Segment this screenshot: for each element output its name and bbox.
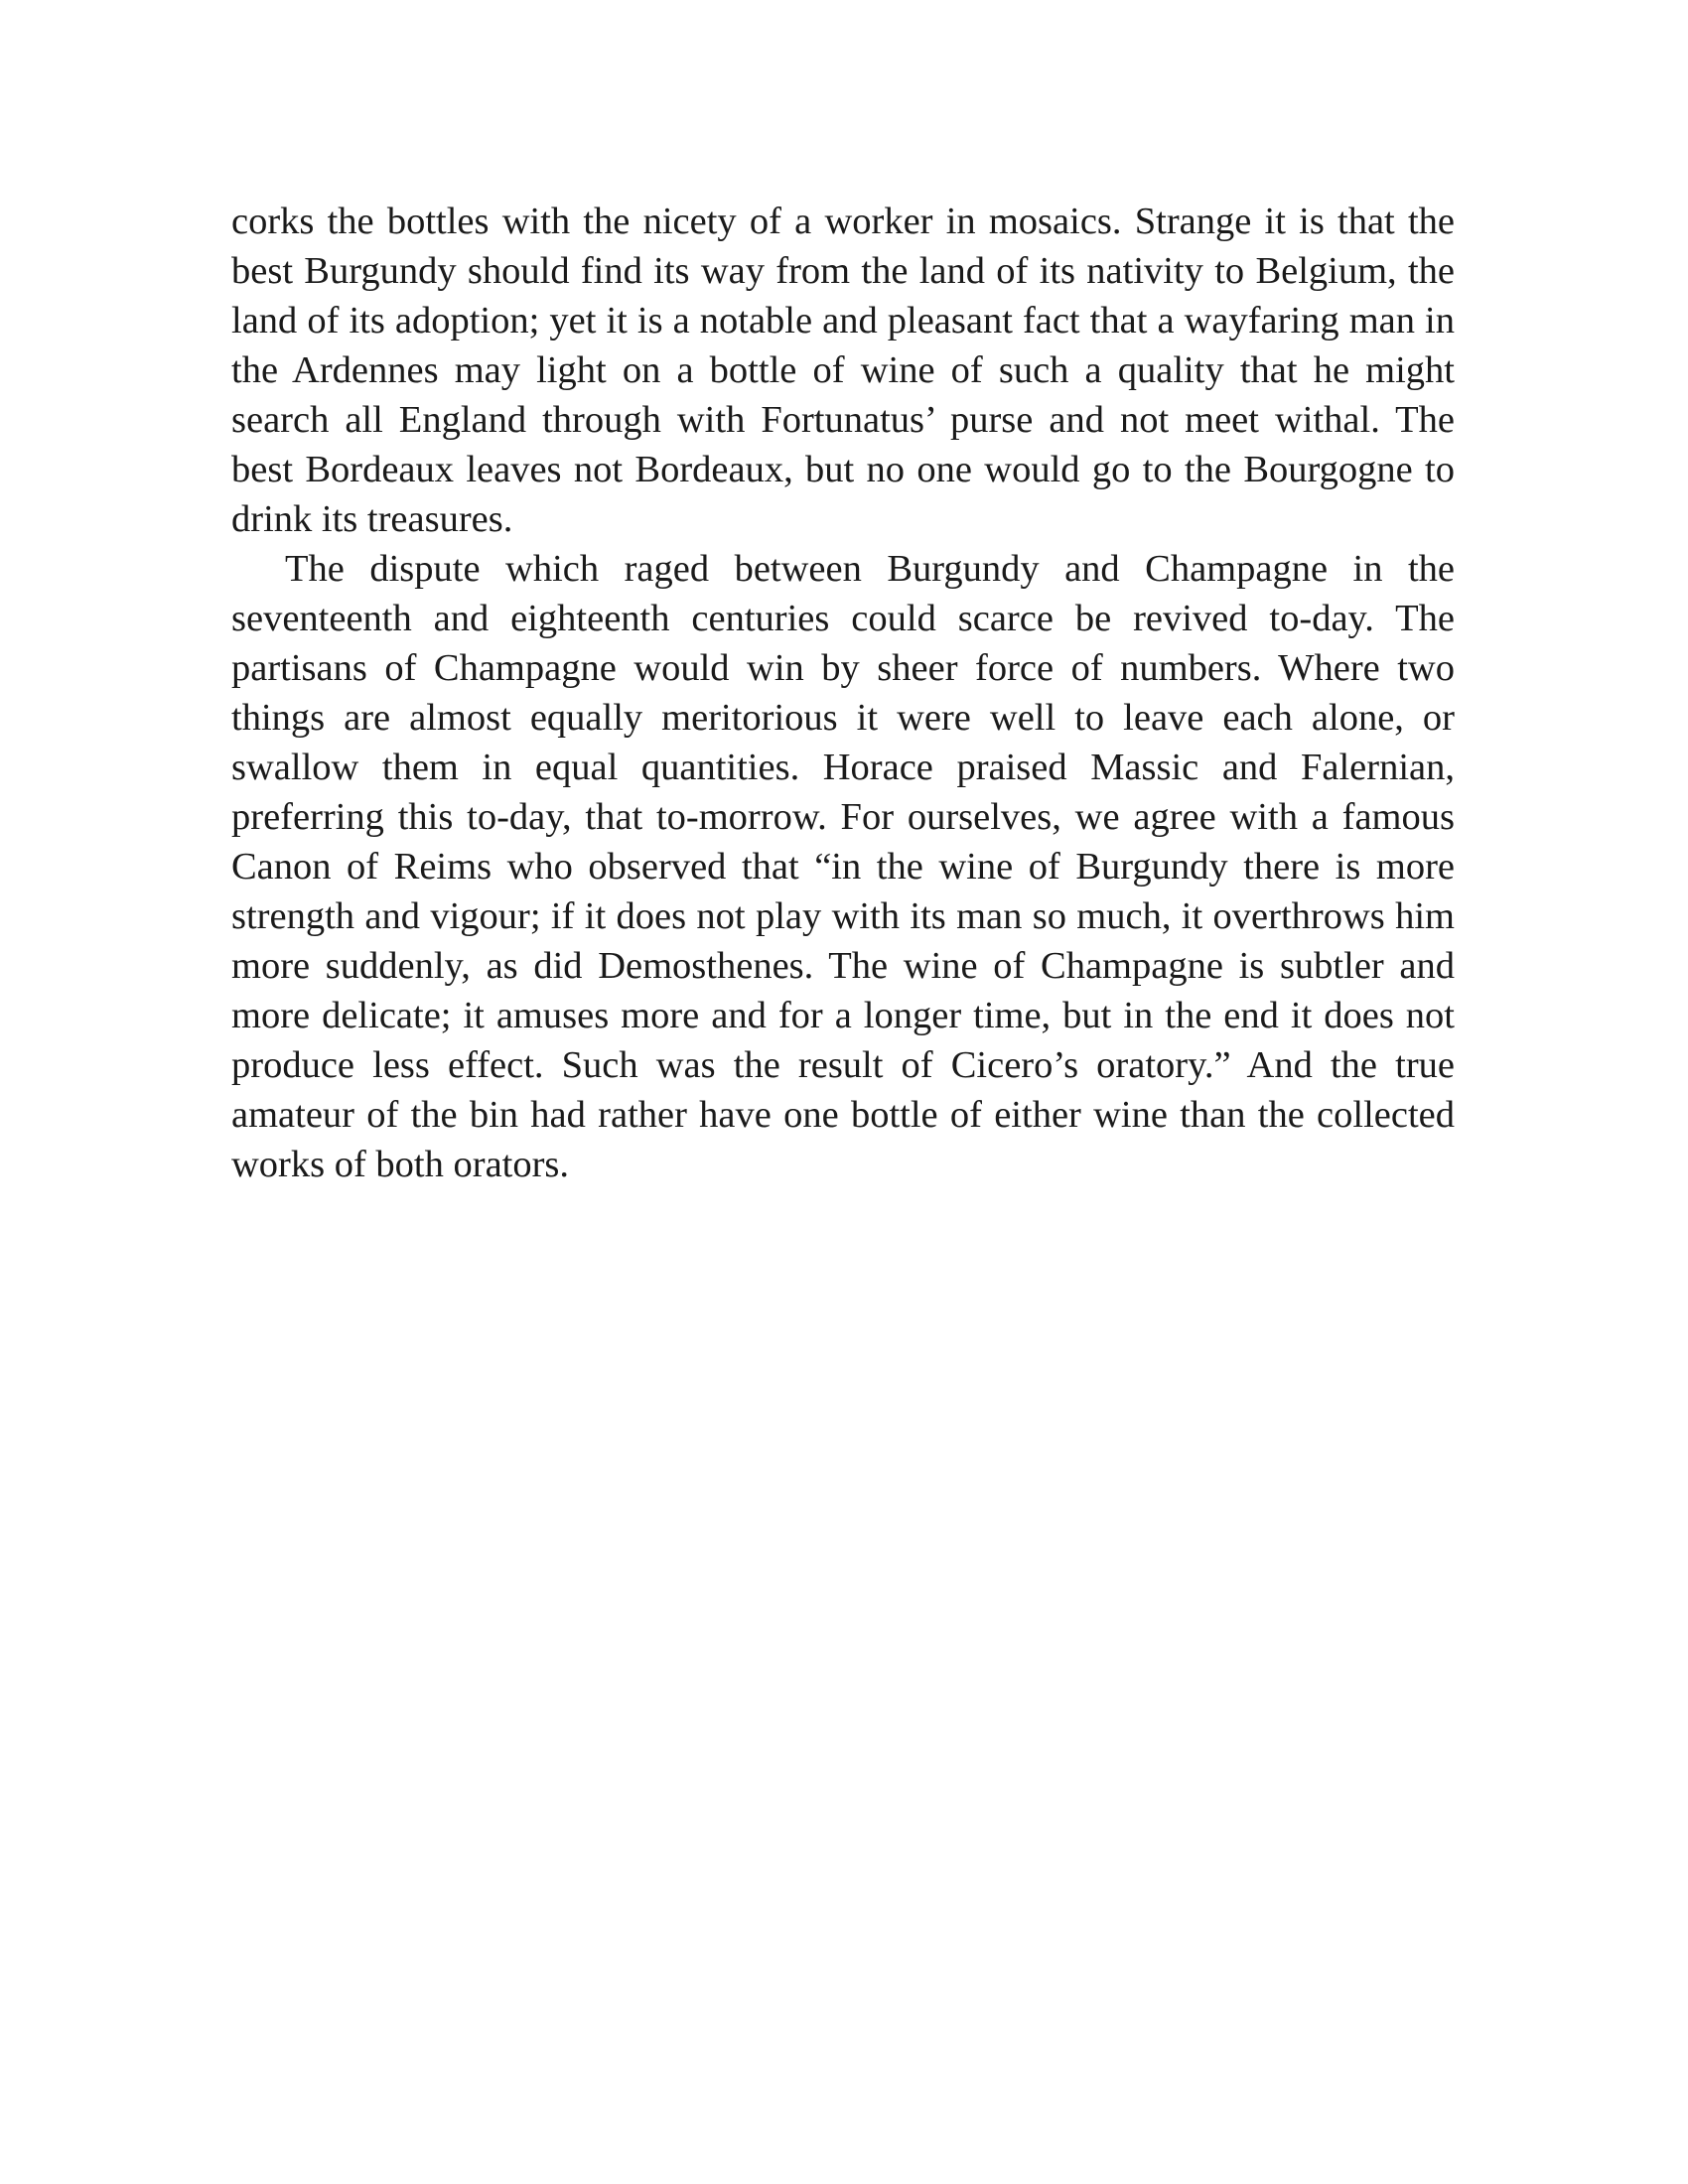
- paragraph-burgundy-champagne-dispute: The dispute which raged between Burgundy and Champagne in the seventeenth and eighteenth centuries could scarce be revived to-day. The partisans of Champagne would win by sheer force of numbers. Where two things are almost equally meritorious it were well to leave each alone, or swallow them in equal quantities. Horace praised Massic and Falernian, preferring this to-day, that to-morrow. For ourselves, we agree with a famous Canon of Reims who observed that “in the wine of Burgundy there is more strength and vigour; if it does not play with its man so much, it overthrows him more suddenly, as did Demosthenes. The wine of Champagne is subtler and more delicate; it amuses more and for a longer time, but in the end it does not produce less effect. Such was the result of Cicero’s oratory.” And the true amateur of the bin had rather have one bottle of either wine than the collected works of both orators.: [231, 548, 1455, 1185]
- paragraph-continuation: corks the bottles with the nicety of a worker in mosaics. Strange it is that the best Burgundy should find its way from the land of its nativity to Belgium, the land of its adoption; yet it is a notable and pleasant fact that a wayfaring man in the Ardennes may light on a bottle of wine of such a quality that he might search all England through with Fortunatus’ purse and not meet withal. The best Bordeaux leaves not Bordeaux, but no one would go to the Bourgogne to drink its treasures.: [231, 201, 1455, 540]
- body-text: [231, 197, 1455, 1189]
